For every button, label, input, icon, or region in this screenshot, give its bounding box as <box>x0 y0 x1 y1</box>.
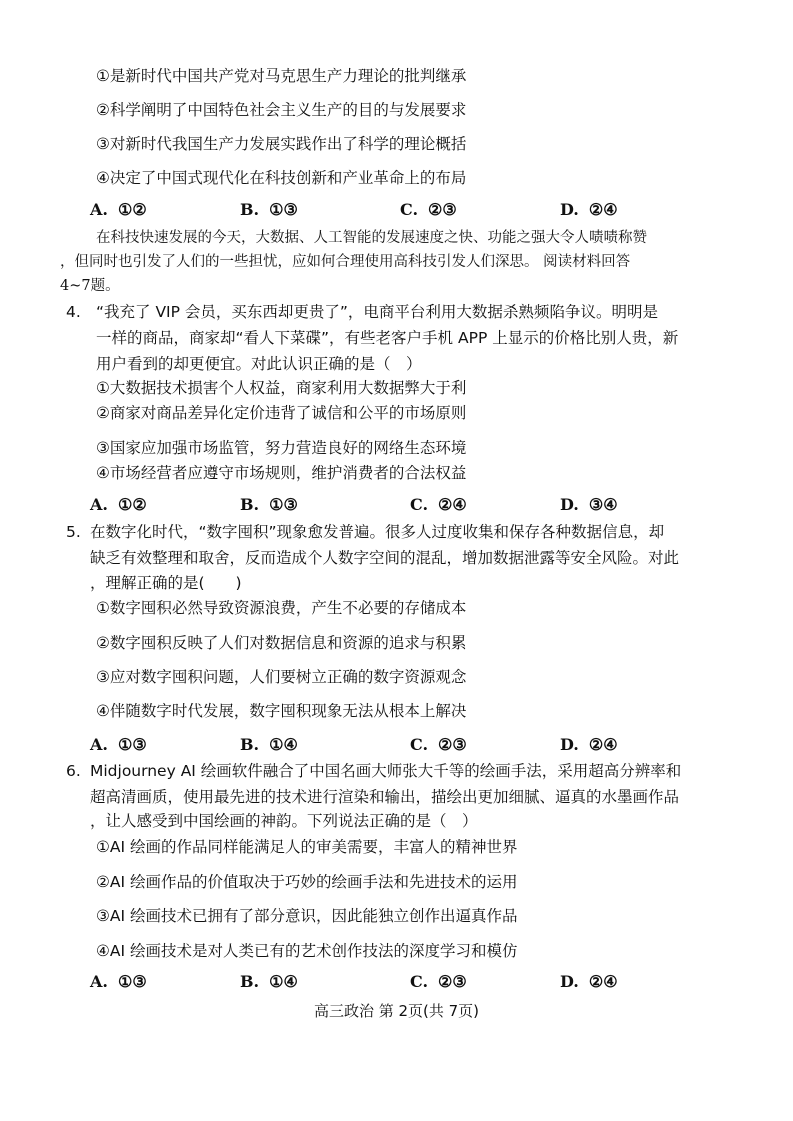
material-line-3: 4~7题。 <box>60 278 120 294</box>
q5-item-4: ④伴随数字时代发展，数字囤积现象无法从根本上解决 <box>96 702 467 720</box>
q6-stem-1: Midjourney AI 绘画软件融合了中国名画大师张大千等的绘画手法，采用超高分辨率和 <box>90 762 682 780</box>
q5-item-2: ②数字囤积反映了人们对数据信息和资源的追求与积累 <box>96 634 467 652</box>
q4-options <box>90 495 690 517</box>
q6-stem-2: 超高清画质，使用最先进的技术进行渲染和输出，描绘出更加细腻、逼真的水墨画作品 <box>90 788 680 806</box>
option-d: D. ②④ <box>560 972 618 991</box>
q6-options <box>90 972 690 994</box>
q5-stem-2: 缺乏有效整理和取舍，反而造成个人数字空间的混乱，增加数据泄露等安全风险。对此 <box>90 549 680 567</box>
q5-stem-1: 在数字化时代，“数字囤积”现象愈发普遍。很多人过度收集和保存各种数据信息，却 <box>90 523 665 541</box>
option-d: D. ②④ <box>560 200 618 219</box>
option-c: C. ②③ <box>410 735 467 754</box>
option-b: B. ①③ <box>240 495 298 514</box>
top-item-1: ①是新时代中国共产党对马克思生产力理论的批判继承 <box>96 67 467 85</box>
q6-stem-3: ，让人感受到中国绘画的神韵。下列说法正确的是（ ） <box>90 812 478 830</box>
q6-item-3: ③AI 绘画技术已拥有了部分意识，因此能独立创作出逼真作品 <box>96 907 518 925</box>
option-a: A. ①③ <box>90 735 147 754</box>
option-b: B. ①④ <box>240 972 298 991</box>
q4-stem-2: 一样的商品，商家却“看人下菜碟”，有些老客户手机 APP 上显示的价格比别人贵，新 <box>96 329 679 347</box>
q4-item-3: ③国家应加强市场监管，努力营造良好的网络生态环境 <box>96 439 467 457</box>
q4-item-2: ②商家对商品差异化定价违背了诚信和公平的市场原则 <box>96 404 467 422</box>
q5-number: 5. <box>66 523 81 541</box>
q6-item-4: ④AI 绘画技术是对人类已有的艺术创作技法的深度学习和模仿 <box>96 942 518 960</box>
q6-item-2: ②AI 绘画作品的价值取决于巧妙的绘画手法和先进技术的运用 <box>96 873 518 891</box>
option-c: C. ②④ <box>410 495 467 514</box>
top-item-2: ②科学阐明了中国特色社会主义生产的目的与发展要求 <box>96 101 467 119</box>
page-footer: 高三政治 第 2页(共 7页) <box>313 1002 480 1020</box>
material-line-1: 在科技快速发展的今天，大数据、人工智能的发展速度之快、功能之强大令人啧啧称赞 <box>96 230 647 246</box>
top-options <box>90 200 690 222</box>
top-item-3: ③对新时代我国生产力发展实践作出了科学的理论概括 <box>96 135 467 153</box>
q5-item-1: ①数字囤积必然导致资源浪费，产生不必要的存储成本 <box>96 599 467 617</box>
q5-stem-3: ，理解正确的是( ) <box>90 574 242 592</box>
option-d: D. ③④ <box>560 495 618 514</box>
option-a: A. ①② <box>90 200 147 219</box>
q4-item-1: ①大数据技术损害个人权益，商家利用大数据弊大于利 <box>96 379 467 397</box>
q4-item-4: ④市场经营者应遵守市场规则，维护消费者的合法权益 <box>96 464 467 482</box>
top-item-4: ④决定了中国式现代化在科技创新和产业革命上的布局 <box>96 169 467 187</box>
material-line-2: ，但同时也引发了人们的一些担忧，应如何合理使用高科技引发人们深思。 阅读材料回答 <box>60 254 631 270</box>
q6-number: 6. <box>66 762 81 780</box>
q5-item-3: ③应对数字囤积问题，人们要树立正确的数字资源观念 <box>96 668 467 686</box>
option-a: A. ①② <box>90 495 147 514</box>
q4-stem-1: “我充了 VIP 会员，买东西却更贵了”，电商平台利用大数据杀熟频陷争议。明明是 <box>96 303 658 321</box>
q4-stem-3: 用户看到的却更便宜。对此认识正确的是（ ） <box>96 355 422 373</box>
option-b: B. ①④ <box>240 735 298 754</box>
option-d: D. ②④ <box>560 735 618 754</box>
q5-options <box>90 735 690 757</box>
q4-number: 4. <box>66 303 81 321</box>
q6-item-1: ①AI 绘画的作品同样能满足人的审美需要，丰富人的精神世界 <box>96 838 518 856</box>
option-a: A. ①③ <box>90 972 147 991</box>
option-c: C. ②③ <box>410 972 467 991</box>
option-b: B. ①③ <box>240 200 298 219</box>
option-c: C. ②③ <box>400 200 457 219</box>
